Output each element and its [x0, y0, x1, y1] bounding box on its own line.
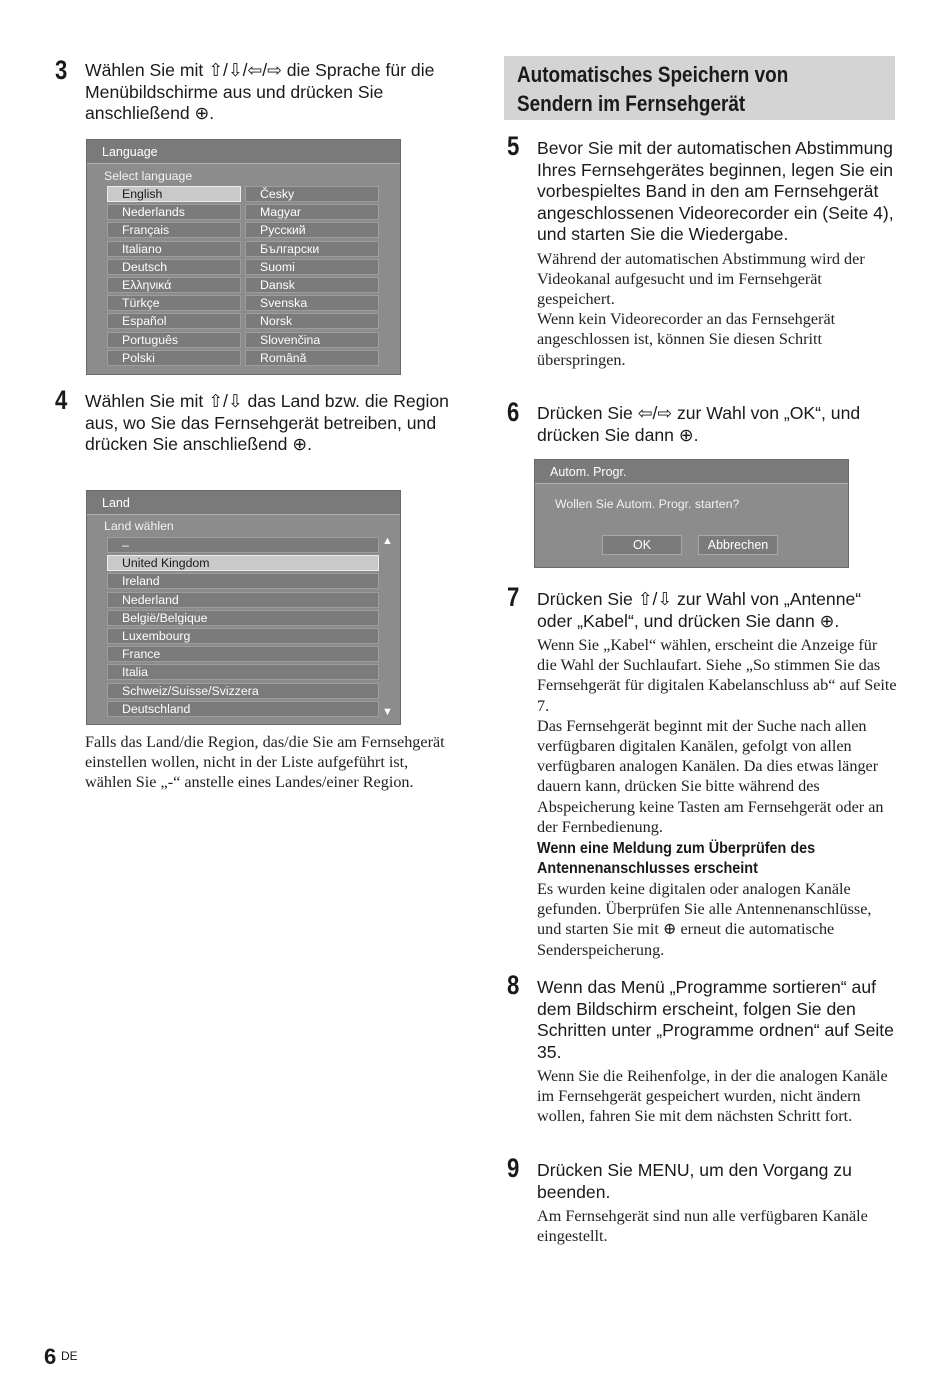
- section-header: [504, 56, 895, 120]
- step-body: Es wurden keine digitalen oder analogen Kanäle gefunden. Überprüfen Sie alle Antennenanschlüsse, und starten Sie mit ⊕ erneut die automatische Senderspeicherung.: [537, 880, 872, 959]
- step-heading: Wählen Sie mit ⇧/⇩/⇦/⇨ die Sprache für die Menübildschirme aus und drücken Sie anschließend ⊕.: [85, 60, 435, 123]
- list-item[interactable]: Ireland: [107, 573, 379, 589]
- list-item[interactable]: Slovenčina: [245, 332, 379, 348]
- list-item[interactable]: Luxembourg: [107, 628, 379, 644]
- land-screen: [86, 490, 401, 725]
- autom-progr-dialog: [534, 459, 849, 568]
- dialog-title: Autom. Progr.: [535, 460, 848, 484]
- step-body: Am Fernsehgerät sind nun alle verfügbaren Kanäle eingestellt.: [537, 1207, 868, 1246]
- step-subheading: Wenn eine Meldung zum Überprüfen des Antennenanschlusses erscheint: [537, 840, 816, 878]
- list-item[interactable]: Ελληνικά: [107, 277, 241, 293]
- list-item[interactable]: België/Belgique: [107, 610, 379, 626]
- step-number: 3: [55, 55, 68, 85]
- section-title: [517, 60, 895, 118]
- list-item[interactable]: Nederland: [107, 592, 379, 608]
- step-number: 8: [507, 970, 520, 1000]
- step-number: 7: [507, 582, 520, 612]
- list-item[interactable]: Deutschland: [107, 701, 379, 717]
- cancel-button[interactable]: Abbrechen: [698, 535, 778, 555]
- list-item[interactable]: France: [107, 646, 379, 662]
- list-item[interactable]: Polski: [107, 350, 241, 366]
- section-title-line-1: Automatisches Speichern von: [517, 62, 789, 87]
- list-item[interactable]: Български: [245, 241, 379, 257]
- page-number: 6: [44, 1344, 57, 1369]
- dialog-question: Wollen Sie Autom. Progr. starten?: [555, 497, 740, 511]
- step-number: 5: [507, 131, 520, 161]
- section-title-line-2: Sendern im Fernsehgerät: [517, 91, 746, 116]
- step-number: 6: [507, 397, 520, 427]
- step-heading: Drücken Sie ⇧/⇩ zur Wahl von „Antenne“ oder „Kabel“, und drücken Sie dann ⊕.: [537, 589, 862, 631]
- list-item[interactable]: Schweiz/Suisse/Svizzera: [107, 683, 379, 699]
- step-number: 9: [507, 1153, 520, 1183]
- screen-subtitle: Select language: [104, 169, 193, 183]
- language-screen: [86, 139, 401, 375]
- list-item[interactable]: Magyar: [245, 204, 379, 220]
- list-item[interactable]: –: [107, 537, 379, 553]
- list-item[interactable]: Norsk: [245, 313, 379, 329]
- list-item[interactable]: Português: [107, 332, 241, 348]
- ok-button[interactable]: OK: [602, 535, 682, 555]
- step-number: 4: [55, 385, 68, 415]
- list-item[interactable]: Dansk: [245, 277, 379, 293]
- screen-title: Land: [87, 491, 400, 515]
- page-language: DE: [61, 1349, 78, 1363]
- list-item[interactable]: Česky: [245, 186, 379, 202]
- list-item[interactable]: United Kingdom: [107, 555, 379, 571]
- step-heading: Drücken Sie MENU, um den Vorgang zu beenden.: [537, 1160, 852, 1202]
- list-item[interactable]: Italia: [107, 664, 379, 680]
- step-heading: Wählen Sie mit ⇧/⇩ das Land bzw. die Region aus, wo Sie das Fernsehgerät betreiben, und drücken Sie anschließend ⊕.: [85, 391, 449, 454]
- list-item[interactable]: Deutsch: [107, 259, 241, 275]
- step-4-note: Falls das Land/die Region, das/die Sie am Fernsehgerät einstellen wollen, nicht in der Liste aufgeführt ist, wählen Sie „-“ anstelle eines Landes/einer Region.: [85, 733, 445, 792]
- list-item[interactable]: English: [107, 186, 241, 202]
- list-item[interactable]: Español: [107, 313, 241, 329]
- screen-subtitle: Land wählen: [104, 519, 174, 533]
- step-body: Während der automatischen Abstimmung wird der Videokanal aufgesucht und im Fernsehgerät gespeichert.: [537, 249, 865, 308]
- step-body: Das Fernsehgerät beginnt mit der Suche nach allen verfügbaren digitalen Kanälen, gefolgt von allen verfügbaren analogen Kanälen. Da dies etwas länger dauern kann, drücken Sie bitte während des Abspeicherung keine Tasten am Fernsehgerät oder an der Fernbedienung.: [537, 716, 884, 836]
- step-heading: Wenn das Menü „Programme sortieren“ auf dem Bildschirm erscheint, folgen Sie den Schritten unter „Programme ordnen“ auf Seite 35.: [537, 977, 894, 1062]
- list-item[interactable]: Türkçe: [107, 295, 241, 311]
- step-heading: Drücken Sie ⇦/⇨ zur Wahl von „OK“, und drücken Sie dann ⊕.: [537, 403, 861, 445]
- scroll-down-icon[interactable]: ▼: [382, 706, 393, 718]
- list-item[interactable]: Svenska: [245, 295, 379, 311]
- list-item[interactable]: Română: [245, 350, 379, 366]
- list-item[interactable]: Nederlands: [107, 204, 241, 220]
- list-item[interactable]: Français: [107, 222, 241, 238]
- scroll-up-icon[interactable]: ▲: [382, 535, 393, 547]
- step-body: Wenn Sie die Reihenfolge, in der die analogen Kanäle im Fernsehgerät gespeichert wurden, nicht ändern wollen, fahren Sie mit dem nächsten Schritt fort.: [537, 1067, 888, 1126]
- step-heading: Bevor Sie mit der automatischen Abstimmung Ihres Fernsehgerätes beginnen, legen Sie ein vorbespieltes Band in den am Fernsehgerät angeschlossenen Videorecorder ein (Seite 4), und starten Sie die Wiedergabe.: [537, 138, 894, 244]
- step-body: Wenn Sie „Kabel“ wählen, erscheint die Anzeige für die Wahl der Suchlaufart. Siehe „So stimmen Sie das Fernsehgerät für digitalen Kabelanschluss ab“ auf Seite 7.: [537, 636, 897, 715]
- step-body: Wenn kein Videorecorder an das Fernsehgerät angeschlossen ist, können Sie diesen Schritt überspringen.: [537, 310, 836, 369]
- list-item[interactable]: Русский: [245, 222, 379, 238]
- list-item[interactable]: Suomi: [245, 259, 379, 275]
- list-item[interactable]: Italiano: [107, 241, 241, 257]
- screen-title: Language: [87, 140, 400, 164]
